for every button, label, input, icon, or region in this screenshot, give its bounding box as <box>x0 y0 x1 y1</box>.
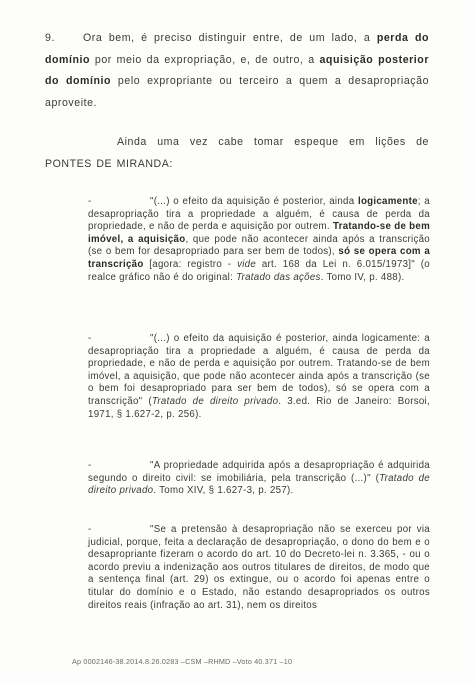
quote-text: "Se a pretensão à desapropriação não se exerceu por via judicial, porque, feita a declaração de desapropriação, o dono do bem e o desapropriante fizeram o acordo do art. 10 do Decreto-lei n. 3.365, - ou o acordo previu a indenização aos outros titulares de direitos, de modo que a sentença final (art. 29) os extingue, ou o acordo foi apenas entre o titular do domínio e o Estado, não estando desapropriados os outros direitos reais (infração ao art. 31), nem os direitos <box>88 524 430 611</box>
quote-dash: - <box>88 524 92 535</box>
quote-4 <box>88 524 430 612</box>
quote-text: . Tomo XIV, § 1.627-3, p. 257). <box>153 485 294 497</box>
quote-text: "(...) o efeito da aquisição é posterior, ainda <box>150 196 358 207</box>
bold-text: Tratando-se de bem imóvel, a aquisição <box>88 221 430 245</box>
quote-text: ; a desapropriação tira a propriedade a alguém, é causa de perda da propriedade, e não de perda e aquisição por outrem. <box>88 196 430 233</box>
bold-text: perda do domínio <box>45 32 429 66</box>
quote-1 <box>88 196 430 284</box>
quote-text: . Tomo IV, p. 488). <box>320 271 405 283</box>
paragraph-9 <box>45 28 429 114</box>
italic-text: vide <box>237 258 257 270</box>
bold-text: logicamente <box>357 196 418 207</box>
paragraph-intro <box>45 132 429 175</box>
italic-text: Tratado das ações <box>236 271 321 283</box>
quote-2 <box>88 333 430 421</box>
quote-text: "(...) o efeito da aquisição é posterior, ainda logicamente: a desapropriação tira a propriedade a alguém, é causa de perda da propriedade, e não de perda e aquisição por outrem. Tratando-se de bem imóvel, a aquisição, que pode não acontecer ainda após a transcrição (se o bem foi desapropriado para ser bem de todos), só se opera com a transcrição" ( <box>88 333 430 407</box>
quote-dash: - <box>88 196 92 207</box>
quote-text: [agora: registro - <box>143 258 238 270</box>
italic-text: Tratado de direito privado <box>88 472 430 497</box>
italic-text: Tratado de direito privado <box>151 395 279 407</box>
paragraph-text: Ora bem, é preciso distinguir entre, de um lado, a <box>83 32 377 44</box>
quote-dash: - <box>88 460 92 471</box>
bold-text: só se opera com a transcrição <box>88 246 431 270</box>
bold-text: aquisição posterior do domínio <box>45 53 429 87</box>
quote-text: . 3.ed. Rio de Janeiro: Borsoi, 1971, § 1.627-2, p. 256). <box>88 395 430 420</box>
quote-3 <box>88 460 430 498</box>
quote-text: art. 168 da Lei n. 6.015/1973]" (o realce gráfico não é do original: <box>88 258 430 283</box>
paragraph-text: Ainda uma vez cabe tomar espeque em lições de PONTES DE MIRANDA: <box>45 136 429 170</box>
quote-text: , que pode não acontecer ainda após a transcrição (se o bem for desapropriado para ser bem de todos), <box>88 233 430 258</box>
quote-dash: - <box>88 333 92 344</box>
paragraph-text: por meio da expropriação, e, de outro, a <box>90 53 320 66</box>
page-footer: Ap 0002146-38.2014.8.26.0283 –CSM –RHMD –Voto 40.371 –10 <box>72 657 293 666</box>
quote-text: "A propriedade adquirida após a desapropriação é adquirida segundo o direito civil: se imobiliária, pela transcrição (...)" ( <box>88 460 430 484</box>
paragraph-number: 9. <box>45 32 55 44</box>
paragraph-text: pelo expropriante ou terceiro a quem a desapropriação aproveite. <box>45 75 430 109</box>
